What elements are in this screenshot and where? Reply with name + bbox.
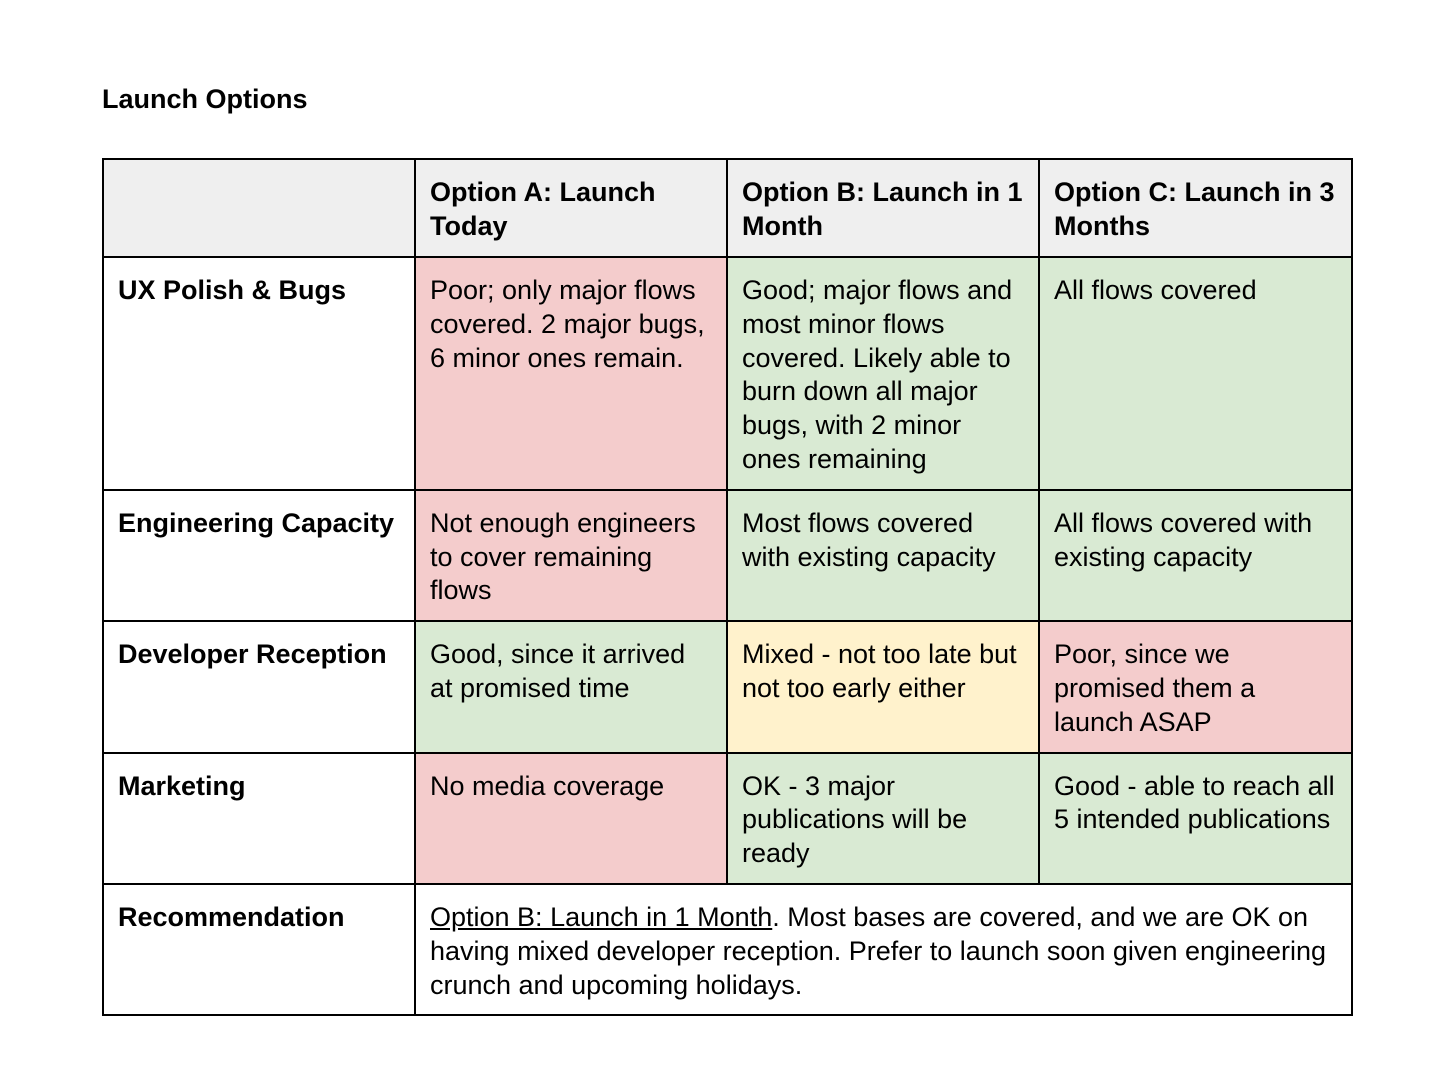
launch-options-table	[102, 158, 1353, 1016]
cell-eng-option-c: All flows covered with existing capacity	[1039, 490, 1352, 621]
recommendation-link[interactable]: Option B: Launch in 1 Month	[430, 901, 773, 932]
header-option-a: Option A: Launch Today	[415, 159, 727, 257]
cell-dev-option-b: Mixed - not too late but not too early either	[727, 621, 1039, 752]
table-row-engineering-capacity	[103, 490, 1352, 621]
row-label-marketing: Marketing	[103, 753, 415, 884]
cell-eng-option-a: Not enough engineers to cover remaining flows	[415, 490, 727, 621]
table-row-marketing	[103, 753, 1352, 884]
header-option-b: Option B: Launch in 1 Month	[727, 159, 1039, 257]
header-option-c: Option C: Launch in 3 Months	[1039, 159, 1352, 257]
table-row-recommendation	[103, 884, 1352, 1015]
row-label-developer-reception: Developer Reception	[103, 621, 415, 752]
table-row-ux-polish	[103, 257, 1352, 490]
cell-dev-option-c: Poor, since we promised them a launch ASAP	[1039, 621, 1352, 752]
recommendation-text: . Most bases are covered, and we are OK on having mixed developer reception. Prefer to launch soon given engineering crunch and upcoming holidays.	[430, 901, 1327, 1000]
cell-ux-option-a: Poor; only major flows covered. 2 major bugs, 6 minor ones remain.	[415, 257, 727, 490]
document-title: Launch Options	[102, 84, 308, 114]
cell-mkt-option-c: Good - able to reach all 5 intended publications	[1039, 753, 1352, 884]
row-label-engineering-capacity: Engineering Capacity	[103, 490, 415, 621]
row-label-recommendation: Recommendation	[103, 884, 415, 1015]
cell-eng-option-b: Most flows covered with existing capacity	[727, 490, 1039, 621]
cell-ux-option-b: Good; major flows and most minor flows covered. Likely able to burn down all major bugs, with 2 minor ones remaining	[727, 257, 1039, 490]
table-row-developer-reception	[103, 621, 1352, 752]
cell-ux-option-c: All flows covered	[1039, 257, 1352, 490]
cell-mkt-option-a: No media coverage	[415, 753, 727, 884]
header-corner-cell	[103, 159, 415, 257]
row-label-ux-polish: UX Polish & Bugs	[103, 257, 415, 490]
recommendation-cell	[415, 884, 1352, 1015]
cell-mkt-option-b: OK - 3 major publications will be ready	[727, 753, 1039, 884]
table-header-row	[103, 159, 1352, 257]
cell-dev-option-a: Good, since it arrived at promised time	[415, 621, 727, 752]
